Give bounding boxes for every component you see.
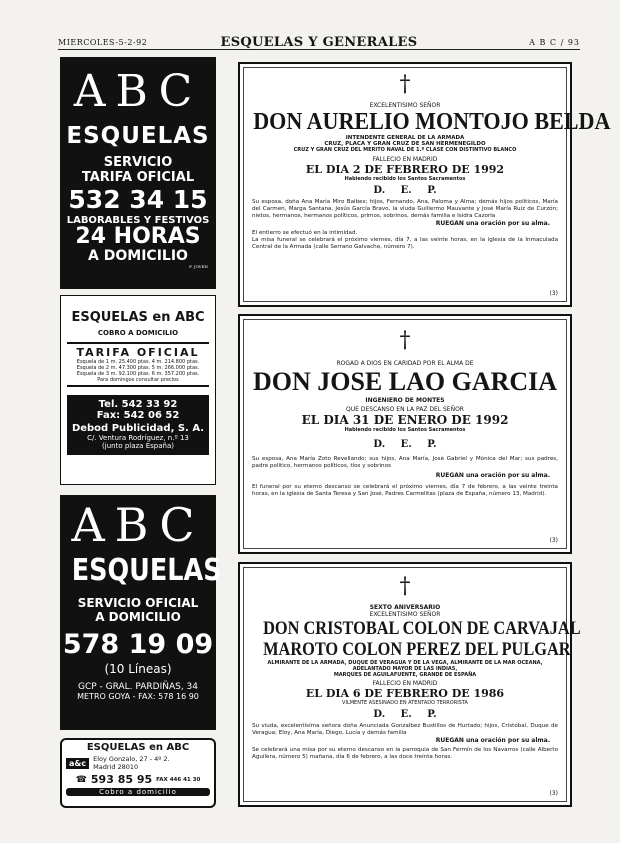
ad-address-block [93,755,169,771]
tarifa-title: TARIFA OFICIAL [76,346,200,359]
ad-cobro: Cobro a domicilio [66,788,210,796]
ad-subtitle: COBRO A DOMICILIO [97,329,179,337]
ad-phone: 532 34 15 [68,185,208,214]
deceased-name: DON CRISTOBAL COLON DE CARVAJAL [263,618,581,639]
ad-line: SERVICIO [103,155,173,170]
ad-line: SERVICIO OFICIAL [77,596,199,610]
death-date: EL DIA 2 DE FEBRERO DE 1992 [305,163,505,176]
ad-lines: (10 Líneas) [104,662,172,676]
tarifa-table [67,342,209,387]
obituary-lao [238,314,572,554]
ref-number: (3) [549,290,558,297]
inner-frame [243,567,581,802]
cause-line: VILMENTE ASESINADO EN ATENTADO TERRORISTA [342,700,468,706]
abc-logo: ABC [71,498,205,552]
brand-logo: a&c [66,758,89,769]
ad-address: Eloy Gonzalo, 27 - 4º 2. [93,755,170,763]
ad-body [62,753,214,773]
ruegan: RUEGAN una oración por su alma. [435,472,550,479]
ruegan: RUEGAN una oración por su alma. [435,220,550,227]
ad-address: GCP - GRAL. PARDIÑAS, 34 [77,682,199,692]
tel: Tel. 542 33 92 [98,399,178,410]
ref-number: (3) [549,790,558,797]
obituary-colon [238,562,581,807]
death-date: EL DIA 6 DE FEBRERO DE 1986 [305,687,505,700]
agency-tag: F. JOVEN [189,264,208,269]
ad-phone: 578 19 09 [62,629,214,660]
ad-fax: FAX 446 41 30 [156,776,201,783]
rip: D. E. P. [373,439,437,450]
mass-text: La misa funeral se celebrará el próximo viernes, día 7, a las veinte horas, en la iglesia de la Inmaculada Central de la Armada (calle Serrano Galvache, número 7). [252,237,558,250]
honorific: EXCELENTISIMO SEÑOR [369,611,441,618]
title-line: INTENDENTE GENERAL DE LA ARMADA [345,135,465,141]
ad-title: ESQUELAS [71,553,222,588]
title-line: INGENIERO DE MONTES [365,397,445,404]
funeral-text: El funeral por su eterno descanso se celebrará el próximo viernes, día 7 de febrero, a las veinte treinta horas, en la iglesia de Santa Teresa y San José, Padres Carmelitas (plaza de España, número 13, Madrid). [252,484,558,497]
title-line: ALMIRANTE DE LA ARMADA, DUQUE DE VERAGUA Y DE LA VEGA, ALMIRANTE DE LA MAR OCEANA, ADELANTADO MAYOR DE LAS INDIAS, [267,660,543,672]
ref-number: (3) [549,537,558,544]
abc-esquelas-ad-2 [60,495,222,730]
obituary-montojo [238,62,611,307]
sacraments: Habiendo recibido los Santos Sacramentos [344,176,466,182]
family-text: Su esposa, doña Ana María Miro Baibes; hijos, Fernando, Ana, Paloma y Alma; demás hijos políticos, María del Carmen, Marga Santana, Jesús García Bravo, la viuda Guillermo Mauvante y José María Ruiz de Curzón; nietos, hermanos, hermanos políticos, primos, sobrinos, demás familia e Isidra Cazorla [252,199,558,219]
rip: D. E. P. [373,709,437,720]
ad-phones [62,773,214,786]
died-line: FALLECIO EN MADRID [372,156,438,163]
abc-logo: ABC [73,66,203,117]
header-date: MIERCOLES-5-2-92 [58,38,148,47]
cross-icon: † [399,328,411,353]
title-line: CRUZ Y GRAN CRUZ DEL MERITO NAVAL DE 1.ª CLASE CON DISTINTIVO BLANCO [293,147,517,153]
cross-icon: † [399,574,411,599]
cross-icon: † [399,72,411,97]
title-line: CRUZ, PLACA Y GRAN CRUZ DE SAN HERMENEGILDO [324,141,486,147]
ac-esquelas-ad [60,738,216,808]
family-text: Su viuda, excelentísima señora doña Anunciada Gonzalbez Bustillos de Hurtado; hijos, Cristóbal, Duque de Veragua; Eloy, Ana María, Diego, Lucía y demás familia [252,723,558,736]
tarifa-row: Esquela de 1 m. 25.400 ptas. 4 m. 214.800 ptas. [76,359,200,365]
ad-phone: 593 85 95 [90,773,153,786]
ad-city: Madrid 28010 [93,763,139,771]
inner-frame [243,319,567,549]
ad-line: A DOMICILIO [95,610,181,624]
sacraments: Habiendo recibido los Santos Sacramentos [344,427,466,433]
died-line: FALLECIO EN MADRID [372,680,438,687]
tarifa-note: Para domingos consultar precios [97,377,179,383]
fax: Fax: 542 06 52 [96,410,180,421]
debod-esquelas-ad [60,295,216,485]
tarifa-row: Esquela de 3 m. 92.100 ptas. 6 m. 357.200 ptas. [76,371,200,377]
deceased-name: DON AURELIO MONTOJO BELDA [253,109,611,135]
death-date: EL DIA 31 DE ENERO DE 1992 [301,413,509,427]
ad-title: ESQUELAS en ABC [86,742,190,753]
title-line: MARQUES DE AGUILAFUENTE, GRANDE DE ESPAÑA [333,672,477,678]
phone-icon: ☎ [75,774,87,785]
section-title: ESQUELAS Y GENERALES [220,35,418,50]
deceased-name-2: MAROTO COLON PEREZ DEL PULGAR [263,639,571,660]
family-text: Su esposa, Ana María Zoto Revellando; sus hijos, Ana María, José Gabriel y Mónica del Mar; sus padres, padre político, hermanos políticos, tíos y sobrinos [252,456,558,469]
contact-block [67,395,209,455]
ruegan: RUEGAN una oración por su alma. [435,737,550,744]
abc-esquelas-ad-1 [60,57,216,289]
ad-title: ESQUELAS en ABC [71,310,205,325]
ad-metro: METRO GOYA - FAX: 578 16 90 [77,692,199,701]
address: C/. Ventura Rodríguez, n.º 13 [87,434,189,442]
ad-title: ESQUELAS [66,123,210,149]
mass-text: Se celebrará una misa por su eterno descanso en la parroquia de San Fermín de los Navarros (calle Alberto Aguilera, número 5) mañana, día 6 de febrero, a las doce treinta horas. [252,747,558,760]
inner-frame [243,67,611,302]
died-line: QUE DESCANSO EN LA PAZ DEL SEÑOR [346,406,464,413]
burial-text: El entierro se efectuó en la intimidad. [252,230,358,236]
ad-line: 24 HORAS [75,224,201,249]
ad-line: TARIFA OFICIAL [81,170,195,185]
tarifa-row: Esquela de 2 m. 47.300 ptas. 5 m. 266.000 ptas. [76,365,200,371]
ad-line: LABORABLES Y FESTIVOS [66,215,210,226]
address-note: (junto plaza España) [102,442,174,450]
page-header [58,36,580,50]
anniversary: SEXTO ANIVERSARIO [369,604,441,611]
ad-line: A DOMICILIO [88,248,188,264]
company: Debod Publicidad, S. A. [71,423,205,434]
page-number: A B C / 93 [529,38,580,47]
deceased-name: DON JOSE LAO GARCIA [252,367,558,396]
honorific: EXCELENTISIMO SEÑOR [369,102,441,109]
pre-line: ROGAD A DIOS EN CARIDAD POR EL ALMA DE [336,360,474,367]
rip: D. E. P. [373,185,437,196]
